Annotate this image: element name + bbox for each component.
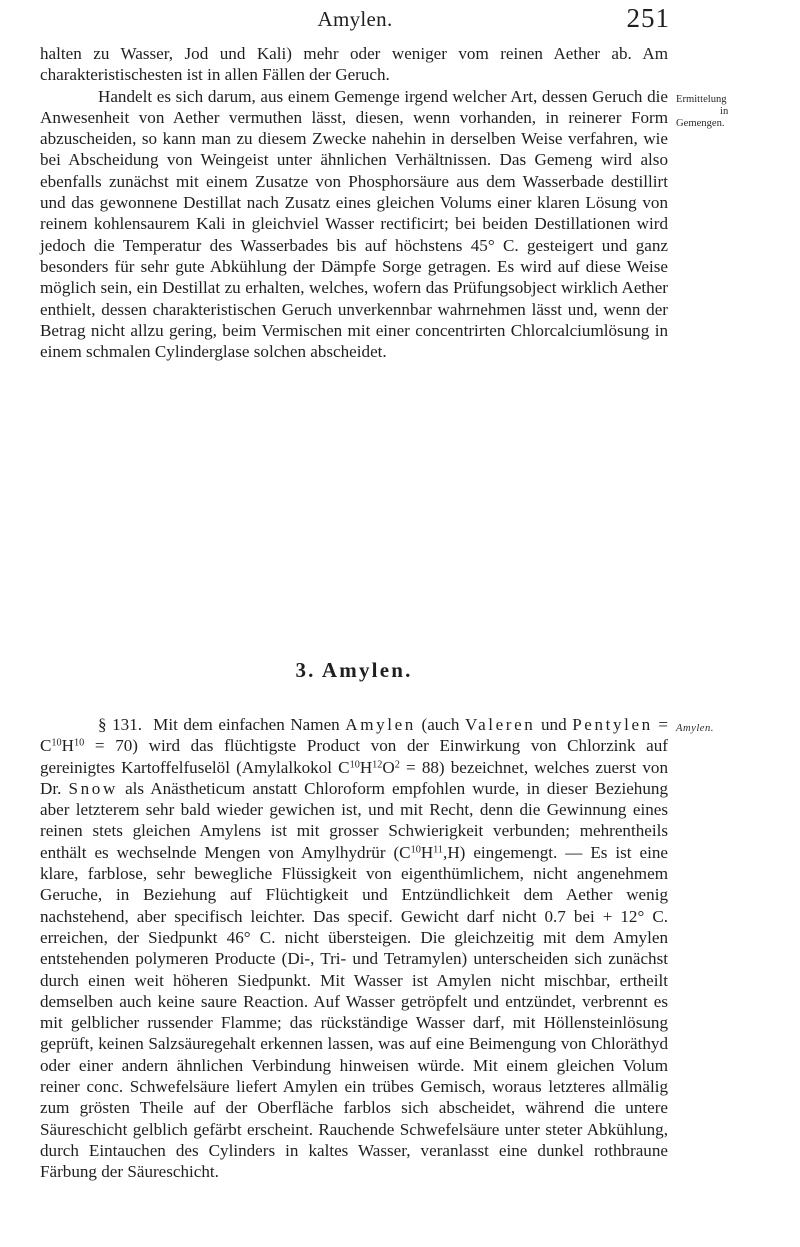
- term-amylen: Amylen: [345, 715, 416, 734]
- margin-note-amylen: Amylen.: [676, 723, 714, 734]
- page-number: 251: [626, 3, 670, 33]
- text-block-top: [40, 43, 668, 362]
- paragraph-continuation: halten zu Wasser, Jod und Kali) mehr oder weniger vom reinen Aether ab. Am charakteristischesten ist in allen Fällen der Geruch.: [40, 44, 668, 85]
- running-title: Amylen.: [317, 7, 393, 31]
- paragraph-number: § 131.: [98, 715, 143, 734]
- margin-note-line: Gemengen.: [676, 118, 725, 129]
- term-valeren: Valeren: [465, 715, 536, 734]
- margin-note-ermittelung: [676, 94, 798, 130]
- paragraph-131: § 131. Mit dem einfachen Namen Amylen (auch Valeren und Pentylen = $C^{10}H^{10} = 70$) wird das flüchtigste Product von der Einwirkung von Chlorzink auf gereinigtes Kartoffelfuselöl (Amylalkokol $C^{10}H^{12}O^2 = 88$) bezeichnet, welches zuerst von Dr. Snow als Anästheticum anstatt Chloroform empfohlen wurde, in dieser Beziehung aber letzterem sehr bald wieder gewichen ist, und mit Recht, denn die Gewinnung eines reinen stets gleichen Amylens ist mit grosser Schwierigkeit verbunden; mehrentheils enthält es wechselnde Mengen von Amylhydrür $(C^{10}H^{11},H)$ eingemengt. — Es ist eine klare, farblose, sehr bewegliche Flüssigkeit von eigenthümlichem, nicht angenehmem Geruche, in Beziehung auf Flüchtigkeit und Entzündlichkeit dem Aether wenig nachstehend, aber specifisch leichter. Das specif. Gewicht darf nicht 0.7 bei + 12° C. erreichen, der Siedpunkt 46° C. nicht übersteigen. Die gleichzeitig mit dem Amylen entstehenden polymeren Producte (Di-, Tri- und Tetramylen) unterscheiden sich zunächst durch einen weit höheren Siedpunkt. Mit Wasser ist Amylen nicht mischbar, ertheilt demselben auch keine saure Reaction. Auf Wasser getröpfelt und entzündet, verbrennt es mit gelblicher russender Flamme; das rückständige Wasser darf, mit Höllensteinlösung geprüft, keinen Salzsäuregehalt erkennen lassen, was auf eine Beimengung von Chloräthyd oder einer andern ähnlichen Verbindung hinweisen würde. Mit einem gleichen Volum reiner conc. Schwefelsäure liefert Amylen ein trübes Gemisch, woraus letzteres allmälig zum grösten Theile auf der Oberfläche farblos sich abscheidet, während die untere Säureschicht gelblich gefärbt erscheint. Rauchende Schwefelsäure unter steter Abkühlung, durch Eintauchen des Cylinders in kaltes Wasser, veranlasst eine dunkel rothbraune Färbung der Säureschicht.: [40, 715, 669, 1182]
- running-header: [40, 3, 670, 35]
- term-snow: Snow: [68, 778, 118, 798]
- text-block-amylen: [40, 714, 668, 1183]
- margin-note-line: in: [720, 106, 729, 117]
- paragraph-ermittelung: Handelt es sich darum, aus einem Gemenge irgend welcher Art, dessen Geruch die Anwesenheit von Aether vermuthen lässt, diesen, wenn vorhanden, in reinerer Form abzuscheiden, so kann man zu diesem Zwecke nahehin in derselben Weise verfahren, wie bei Abscheidung von Weingeist unter ähnlichen Verhältnissen. Das Gemeng wird also ebenfalls zunächst mit einem Zusatze von Phosphorsäure aus dem Wasserbade destillirt und das gewonnene Destillat nach Zusatz eines gleichen Volums einer klaren Lösung von reinem kohlensaurem Kali in gleichviel Wasser rectificirt; bei beiden Destillationen wird jedoch die Temperatur des Wasserbades bis auf höchstens 45° C. gesteigert und ganz besonders für sehr gute Abkühlung der Dämpfe Sorge getragen. Es wird auf diese Weise möglich sein, ein Destillat zu erhalten, welches, wofern das Prüfungsobject wirklich Aether enthielt, dessen charakteristischen Geruch unverkennbar wahrnehmen lässt und, wenn der Betrag nicht allzu gering, beim Vermischen mit einer concentrirten Chlorcalciumlösung in einem schmalen Cylinderglase solchen abscheidet.: [40, 86, 668, 362]
- section-heading: 3. Amylen.: [295, 658, 413, 682]
- margin-note-line: Ermittelung: [676, 94, 727, 105]
- term-pentylen: Pentylen: [572, 715, 653, 734]
